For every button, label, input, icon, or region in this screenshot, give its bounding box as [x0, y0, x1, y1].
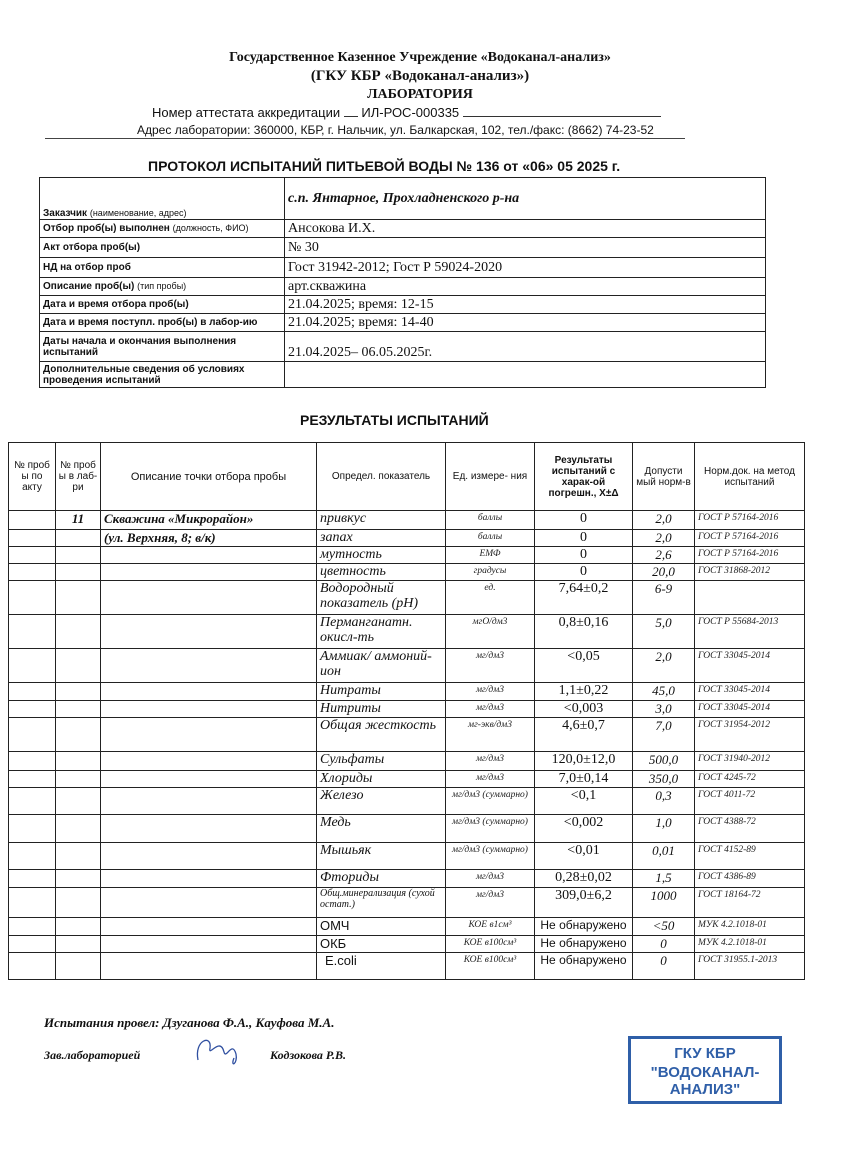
cell-sample-lab: [56, 771, 101, 788]
cell-sample-point: [101, 788, 317, 815]
col-point: Описание точки отбора пробы: [101, 443, 317, 511]
stamp-line1: ГКУ КБР: [674, 1045, 736, 1062]
protocol-title: ПРОТОКОЛ ИСПЫТАНИЙ ПИТЬЕВОЙ ВОДЫ № 136 от «06» 05 2025 г.: [148, 158, 621, 174]
cell-norm: 2,0: [633, 511, 695, 530]
col-norm: Допусти мый норм-в: [633, 443, 695, 511]
results-title: РЕЗУЛЬТАТЫ ИСПЫТАНИЙ: [300, 412, 489, 428]
result-row: [9, 718, 805, 752]
result-row: [9, 649, 805, 683]
cell-result: 0: [535, 564, 633, 581]
accreditation-number: ИЛ-РОС-000335: [361, 105, 460, 120]
cell-sample-lab: [56, 815, 101, 843]
info-key: [40, 220, 285, 238]
lab-address: Адрес лаборатории: 360000, КБР, г. Нальчик, ул. Балкарская, 102, тел./факс: (8662) 74-23-52: [137, 123, 654, 137]
result-row: [9, 936, 805, 953]
cell-method: ГОСТ 18164-72: [695, 888, 805, 918]
cell-unit: мг/дм3: [446, 888, 535, 918]
cell-unit: мг-экв/дм3: [446, 718, 535, 752]
cell-norm: 0: [633, 953, 695, 980]
result-row: [9, 771, 805, 788]
cell-sample-point: [101, 918, 317, 936]
cell-sample-lab: [56, 649, 101, 683]
cell-result: <0,002: [535, 815, 633, 843]
cell-sample-point: [101, 547, 317, 564]
cell-result: <0,003: [535, 701, 633, 718]
cell-indicator: Фториды: [317, 870, 446, 888]
cell-sample-point: [101, 843, 317, 870]
cell-method: ГОСТ Р 57164-2016: [695, 530, 805, 547]
cell-norm: 6-9: [633, 581, 695, 615]
cell-indicator: Мышьяк: [317, 843, 446, 870]
cell-method: ГОСТ 33045-2014: [695, 701, 805, 718]
result-row: [9, 843, 805, 870]
cell-sample-lab: [56, 843, 101, 870]
cell-indicator: Общая жесткость: [317, 718, 446, 752]
cell-result: 1,1±0,22: [535, 683, 633, 701]
cell-unit: мг/дм3: [446, 771, 535, 788]
col-unit: Ед. измере- ния: [446, 443, 535, 511]
info-key-label: Отбор проб(ы) выполнен: [43, 223, 170, 234]
cell-norm: 7,0: [633, 718, 695, 752]
cell-sample-act: [9, 649, 56, 683]
cell-sample-lab: [56, 615, 101, 649]
info-row: [40, 278, 766, 296]
cell-indicator: Хлориды: [317, 771, 446, 788]
cell-method: ГОСТ Р 55684-2013: [695, 615, 805, 649]
result-row: [9, 530, 805, 547]
cell-sample-lab: 11: [56, 511, 101, 530]
info-row: [40, 178, 766, 220]
cell-indicator: Сульфаты: [317, 752, 446, 771]
cell-indicator: E.coli: [317, 953, 446, 980]
accreditation-line: [152, 105, 661, 120]
accreditation-label: Номер аттестата аккредитации: [152, 105, 341, 120]
info-row: [40, 332, 766, 362]
cell-method: ГОСТ 4386-89: [695, 870, 805, 888]
cell-result: 120,0±12,0: [535, 752, 633, 771]
cell-indicator: ОКБ: [317, 936, 446, 953]
info-key: [40, 314, 285, 332]
cell-sample-act: [9, 843, 56, 870]
cell-sample-act: [9, 815, 56, 843]
result-row: [9, 888, 805, 918]
cell-sample-point: [101, 701, 317, 718]
cell-sample-lab: [56, 918, 101, 936]
cell-result: <0,05: [535, 649, 633, 683]
cell-result: Не обнаружено: [535, 918, 633, 936]
cell-sample-act: [9, 511, 56, 530]
result-row: [9, 788, 805, 815]
cell-method: МУК 4.2.1018-01: [695, 918, 805, 936]
cell-sample-act: [9, 530, 56, 547]
cell-norm: 350,0: [633, 771, 695, 788]
cell-unit: баллы: [446, 511, 535, 530]
cell-norm: 0,01: [633, 843, 695, 870]
info-value: № 30: [285, 238, 766, 258]
cell-sample-point: (ул. Верхняя, 8; в/к): [101, 530, 317, 547]
result-row: [9, 683, 805, 701]
cell-unit: мг/дм3: [446, 649, 535, 683]
cell-result: Не обнаружено: [535, 953, 633, 980]
cell-method: МУК 4.2.1018-01: [695, 936, 805, 953]
organization-stamp: [628, 1036, 782, 1104]
info-value: арт.скважина: [285, 278, 766, 296]
cell-unit: баллы: [446, 530, 535, 547]
cell-indicator: Перманганатн. окисл-ть: [317, 615, 446, 649]
cell-sample-act: [9, 683, 56, 701]
cell-method: ГОСТ 33045-2014: [695, 649, 805, 683]
info-key-label: Дата и время отбора проб(ы): [43, 299, 189, 310]
cell-unit: мг/дм3 (суммарно): [446, 788, 535, 815]
cell-unit: мг/дм3: [446, 752, 535, 771]
cell-indicator: запах: [317, 530, 446, 547]
cell-sample-act: [9, 918, 56, 936]
cell-method: ГОСТ 4011-72: [695, 788, 805, 815]
cell-sample-point: [101, 936, 317, 953]
cell-sample-point: [101, 752, 317, 771]
cell-result: 0: [535, 511, 633, 530]
cell-indicator: Водородный показатель (рН): [317, 581, 446, 615]
result-row: [9, 870, 805, 888]
cell-sample-act: [9, 581, 56, 615]
cell-sample-act: [9, 564, 56, 581]
cell-norm: 2,6: [633, 547, 695, 564]
cell-norm: 0: [633, 936, 695, 953]
cell-indicator: Медь: [317, 815, 446, 843]
cell-result: 309,0±6,2: [535, 888, 633, 918]
cell-norm: 2,0: [633, 530, 695, 547]
cell-method: ГОСТ Р 57164-2016: [695, 547, 805, 564]
cell-norm: 2,0: [633, 649, 695, 683]
cell-result: 0: [535, 547, 633, 564]
cell-norm: 45,0: [633, 683, 695, 701]
cell-sample-act: [9, 870, 56, 888]
col-sample-lab: № проб ы в лаб- ри: [56, 443, 101, 511]
info-value: Ансокова И.Х.: [285, 220, 766, 238]
cell-unit: КОЕ в100см³: [446, 953, 535, 980]
cell-unit: мг/дм3: [446, 683, 535, 701]
cell-sample-lab: [56, 870, 101, 888]
cell-norm: 3,0: [633, 701, 695, 718]
result-row: [9, 615, 805, 649]
cell-method: ГОСТ 31940-2012: [695, 752, 805, 771]
cell-method: [695, 581, 805, 615]
cell-result: Не обнаружено: [535, 936, 633, 953]
cell-sample-act: [9, 953, 56, 980]
cell-result: 4,6±0,7: [535, 718, 633, 752]
cell-norm: 1,5: [633, 870, 695, 888]
info-key: [40, 278, 285, 296]
info-key-label: НД на отбор проб: [43, 262, 131, 273]
cell-sample-point: Скважина «Микрорайон»: [101, 511, 317, 530]
result-row: [9, 547, 805, 564]
tested-by: Испытания провел: Дзуганова Ф.А., Кауфова М.А.: [44, 1015, 335, 1030]
info-key: [40, 362, 285, 388]
cell-sample-lab: [56, 888, 101, 918]
col-indicator: Определ. показатель: [317, 443, 446, 511]
cell-indicator: цветность: [317, 564, 446, 581]
cell-method: ГОСТ 31955.1-2013: [695, 953, 805, 980]
cell-norm: 500,0: [633, 752, 695, 771]
cell-norm: 1000: [633, 888, 695, 918]
result-row: [9, 701, 805, 718]
cell-indicator: Нитриты: [317, 701, 446, 718]
sample-info-table: [39, 177, 766, 388]
cell-result: 0,8±0,16: [535, 615, 633, 649]
info-value: с.п. Янтарное, Прохладненского р-на: [285, 178, 766, 220]
info-key-label: Даты начала и окончания выполнения испытаний: [43, 335, 237, 358]
cell-sample-lab: [56, 752, 101, 771]
cell-unit: КОЕ в1см³: [446, 918, 535, 936]
cell-sample-point: [101, 771, 317, 788]
info-key: [40, 296, 285, 314]
result-row: [9, 511, 805, 530]
cell-method: ГОСТ 4152-89: [695, 843, 805, 870]
col-sample-act: № проб ы по акту: [9, 443, 56, 511]
signature-scribble: [190, 1030, 250, 1070]
cell-sample-act: [9, 701, 56, 718]
cell-result: <0,01: [535, 843, 633, 870]
col-result: Результаты испытаний с харак-ой погрешн., X±Δ: [535, 443, 633, 511]
cell-sample-point: [101, 615, 317, 649]
info-row: [40, 238, 766, 258]
cell-sample-lab: [56, 581, 101, 615]
cell-sample-lab: [56, 530, 101, 547]
cell-norm: 20,0: [633, 564, 695, 581]
info-key-label: Заказчик: [43, 208, 88, 219]
cell-sample-point: [101, 815, 317, 843]
cell-sample-act: [9, 752, 56, 771]
cell-sample-point: [101, 888, 317, 918]
info-key-note: (наименование, адрес): [89, 208, 187, 218]
cell-indicator: Железо: [317, 788, 446, 815]
result-row: [9, 953, 805, 980]
cell-unit: мг/дм3: [446, 870, 535, 888]
info-value: 21.04.2025– 06.05.2025г.: [285, 332, 766, 362]
result-row: [9, 918, 805, 936]
cell-sample-point: [101, 564, 317, 581]
cell-sample-lab: [56, 547, 101, 564]
cell-result: 7,64±0,2: [535, 581, 633, 615]
result-row: [9, 581, 805, 615]
cell-unit: ЕМФ: [446, 547, 535, 564]
col-method: Норм.док. на метод испытаний: [695, 443, 805, 511]
cell-norm: 0,3: [633, 788, 695, 815]
cell-norm: 1,0: [633, 815, 695, 843]
cell-sample-act: [9, 936, 56, 953]
info-key-note: (должность, ФИО): [172, 223, 249, 233]
cell-sample-act: [9, 788, 56, 815]
info-key-note: (тип пробы): [137, 281, 187, 291]
cell-indicator: Общ.минерализация (сухой остат.): [317, 888, 446, 918]
info-key: [40, 332, 285, 362]
cell-unit: мг/дм3 (суммарно): [446, 815, 535, 843]
cell-unit: мгО/дм3: [446, 615, 535, 649]
cell-method: ГОСТ 4245-72: [695, 771, 805, 788]
cell-method: ГОСТ 33045-2014: [695, 683, 805, 701]
cell-indicator: привкус: [317, 511, 446, 530]
cell-sample-lab: [56, 788, 101, 815]
org-short-name: (ГКУ КБР «Водоканал-анализ»): [310, 68, 530, 84]
cell-sample-lab: [56, 683, 101, 701]
info-value: 21.04.2025; время: 12-15: [285, 296, 766, 314]
cell-norm: 5,0: [633, 615, 695, 649]
cell-sample-point: [101, 649, 317, 683]
cell-result: <0,1: [535, 788, 633, 815]
cell-indicator: Аммиак/ аммоний-ион: [317, 649, 446, 683]
cell-indicator: ОМЧ: [317, 918, 446, 936]
info-row: [40, 220, 766, 238]
cell-sample-act: [9, 718, 56, 752]
info-row: [40, 258, 766, 278]
info-row: [40, 314, 766, 332]
info-key-label: Акт отбора проб(ы): [43, 242, 141, 253]
cell-method: ГОСТ Р 57164-2016: [695, 511, 805, 530]
cell-unit: мг/дм3 (суммарно): [446, 843, 535, 870]
head-name: Кодзокова Р.В.: [270, 1048, 347, 1062]
cell-sample-act: [9, 771, 56, 788]
cell-indicator: мутность: [317, 547, 446, 564]
result-row: [9, 752, 805, 771]
info-row: [40, 362, 766, 388]
stamp-line2: "ВОДОКАНАЛ-АНАЛИЗ": [650, 1064, 760, 1098]
cell-sample-lab: [56, 953, 101, 980]
cell-method: ГОСТ 4388-72: [695, 815, 805, 843]
cell-method: ГОСТ 31954-2012: [695, 718, 805, 752]
info-key: [40, 258, 285, 278]
info-value: [285, 362, 766, 388]
cell-sample-lab: [56, 718, 101, 752]
cell-result: 0,28±0,02: [535, 870, 633, 888]
info-value: Гост 31942-2012; Гост Р 59024-2020: [285, 258, 766, 278]
head-label: Зав.лабораторией: [44, 1048, 141, 1062]
cell-unit: ед.: [446, 581, 535, 615]
header-divider: [45, 138, 685, 139]
result-row: [9, 815, 805, 843]
cell-method: ГОСТ 31868-2012: [695, 564, 805, 581]
cell-sample-lab: [56, 564, 101, 581]
info-key-label: Дата и время поступл. проб(ы) в лабор-ию: [43, 317, 258, 328]
info-value: 21.04.2025; время: 14-40: [285, 314, 766, 332]
cell-indicator: Нитраты: [317, 683, 446, 701]
cell-sample-act: [9, 888, 56, 918]
cell-sample-lab: [56, 936, 101, 953]
cell-unit: мг/дм3: [446, 701, 535, 718]
cell-norm: <50: [633, 918, 695, 936]
info-key-label: Описание проб(ы): [43, 281, 135, 292]
cell-sample-point: [101, 870, 317, 888]
cell-sample-act: [9, 547, 56, 564]
cell-unit: градусы: [446, 564, 535, 581]
cell-unit: КОЕ в100см³: [446, 936, 535, 953]
result-row: [9, 564, 805, 581]
cell-sample-point: [101, 718, 317, 752]
cell-sample-point: [101, 683, 317, 701]
cell-sample-lab: [56, 701, 101, 718]
org-name: Государственное Казенное Учреждение «Водоканал-анализ»: [229, 50, 611, 65]
cell-result: 7,0±0,14: [535, 771, 633, 788]
info-key-label: Дополнительные сведения об условиях проведения испытаний: [43, 363, 245, 386]
cell-sample-act: [9, 615, 56, 649]
lab-title: ЛАБОРАТОРИЯ: [367, 87, 473, 102]
cell-result: 0: [535, 530, 633, 547]
info-key: [40, 178, 285, 220]
cell-sample-point: [101, 581, 317, 615]
info-key: [40, 238, 285, 258]
cell-sample-point: [101, 953, 317, 980]
results-table: [8, 442, 805, 980]
info-row: [40, 296, 766, 314]
